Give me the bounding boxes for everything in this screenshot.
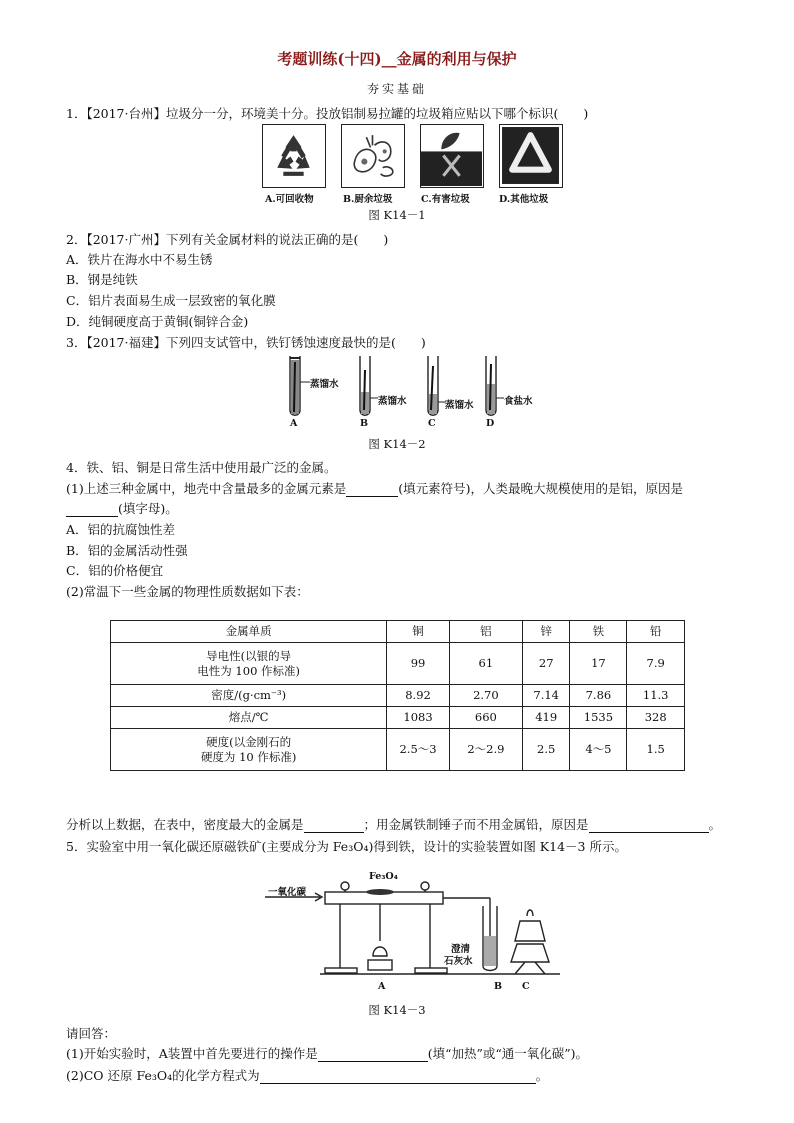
table-row xyxy=(111,707,685,729)
q5-p2-text-b: 。 xyxy=(535,1068,549,1083)
option-1c: C.有害垃圾 xyxy=(421,194,470,205)
q4-p1-text-c: (填字母)。 xyxy=(118,501,178,516)
answer-blank-reason[interactable] xyxy=(66,504,118,517)
question-5-ask: 请回答： xyxy=(66,1026,117,1041)
option-2b: B．钢是纯铁 xyxy=(66,272,138,287)
question-5-text: 5．实验室中用一氧化碳还原磁铁矿(主要成分为 Fe₃O₄)得到铁，设计的实验装置如图 K14－3 所示。 xyxy=(66,839,627,854)
figure-caption-k14-1: 图 K14－1 xyxy=(368,208,426,222)
table-cell: 1535 xyxy=(570,707,627,729)
tube-c-label: 蒸馏水 xyxy=(445,400,474,411)
tube-d-letter: D xyxy=(486,418,495,429)
question-2-text: 2．【2017·广州】下列有关金属材料的说法正确的是( ) xyxy=(66,232,389,247)
table-header-cell: 铜 xyxy=(387,621,449,643)
table-cell: 7.86 xyxy=(570,685,627,707)
hazardous-waste-icon xyxy=(420,124,484,188)
table-cell: 1083 xyxy=(387,707,449,729)
question-4-part-2: (2)常温下一些金属的物理性质数据如下表： xyxy=(66,584,309,599)
q5-p1-text-a: (1)开始实验时，A装置中首先要进行的操作是 xyxy=(66,1046,318,1061)
recycle-icon xyxy=(262,124,326,188)
table-cell: 1.5 xyxy=(627,729,685,771)
page-title: 考题训练(十四)__金属的利用与保护 xyxy=(277,50,517,68)
figure-caption-k14-3: 图 K14－3 xyxy=(368,1003,426,1017)
answer-blank-equation[interactable] xyxy=(260,1071,536,1084)
tube-b-label: 蒸馏水 xyxy=(378,396,407,407)
q5-p2-text-a: (2)CO 还原 Fe₃O₄的化学方程式为 xyxy=(66,1068,260,1083)
limewater-label-1: 澄清 xyxy=(451,944,471,955)
table-cell: 11.3 xyxy=(627,685,685,707)
table-cell: 2.70 xyxy=(449,685,522,707)
question-3-text: 3．【2017·福建】下列四支试管中，铁钉锈蚀速度最快的是( ) xyxy=(66,335,426,350)
table-header-cell: 金属单质 xyxy=(111,621,387,643)
table-cell: 7.9 xyxy=(627,643,685,685)
table-cell: 8.92 xyxy=(387,685,449,707)
option-2c: C．铝片表面易生成一层致密的氧化膜 xyxy=(66,293,276,308)
table-header-cell: 铝 xyxy=(449,621,522,643)
table-row xyxy=(111,643,685,685)
option-4a: A．铝的抗腐蚀性差 xyxy=(66,522,176,537)
tube-a-label: 蒸馏水 xyxy=(310,379,339,390)
apparatus-b-label: B xyxy=(494,981,503,992)
table-cell: 17 xyxy=(570,643,627,685)
question-5-part-1 xyxy=(66,1044,588,1062)
table-header-row xyxy=(111,621,685,643)
option-1d: D.其他垃圾 xyxy=(499,194,549,205)
table-cell: 4～5 xyxy=(570,729,627,771)
answer-blank-first-step[interactable] xyxy=(318,1049,428,1062)
q4-p1-text-a: (1)上述三种金属中，地壳中含量最多的金属元素是 xyxy=(66,481,347,496)
section-heading: 夯实基础 xyxy=(366,82,427,96)
table-cell: 27 xyxy=(522,643,569,685)
apparatus-figure xyxy=(265,866,565,986)
analysis-text-b: ；用金属铁制锤子而不用金属铅，原因是 xyxy=(363,817,589,832)
table-cell: 2.5～3 xyxy=(387,729,449,771)
table-cell: 7.14 xyxy=(522,685,569,707)
q5-p1-text-b: (填“加热”或“通一氧化碳”)。 xyxy=(427,1046,589,1061)
table-header-cell: 锌 xyxy=(522,621,569,643)
analysis-text-a: 分析以上数据，在表中，密度最大的金属是 xyxy=(66,817,304,832)
table-cell: 328 xyxy=(627,707,685,729)
fe3o4-label: Fe₃O₄ xyxy=(369,871,398,882)
answer-blank-hammer-reason[interactable] xyxy=(589,820,709,833)
answer-blank-element[interactable] xyxy=(346,484,398,497)
question-4-part-1-cont xyxy=(66,499,178,517)
table-row-label: 密度/(g·cm⁻³) xyxy=(111,685,387,707)
limewater-label-2: 石灰水 xyxy=(444,956,473,967)
q4-p1-text-b: (填元素符号)，人类最晚大规模使用的是铝，原因是 xyxy=(398,481,683,496)
tube-d-label: 食盐水 xyxy=(504,396,533,407)
option-4b: B．铝的金属活动性强 xyxy=(66,543,188,558)
question-4-intro: 4．铁、铝、铜是日常生活中使用最广泛的金属。 xyxy=(66,460,337,475)
table-cell: 99 xyxy=(387,643,449,685)
apparatus-c-label: C xyxy=(522,981,530,992)
table-row xyxy=(111,685,685,707)
kitchen-waste-icon xyxy=(341,124,405,188)
table-row-label: 导电性(以银的导 电性为 100 作标准) xyxy=(111,643,387,685)
table-row-label: 熔点/℃ xyxy=(111,707,387,729)
table-header-cell: 铅 xyxy=(627,621,685,643)
table-header-cell: 铁 xyxy=(570,621,627,643)
figure-caption-k14-2: 图 K14－2 xyxy=(368,437,426,451)
co-label: 一氧化碳 xyxy=(268,887,307,898)
tube-a-letter: A xyxy=(290,418,298,429)
question-5-part-2 xyxy=(66,1066,548,1084)
option-2a: A．铁片在海水中不易生锈 xyxy=(66,252,213,267)
apparatus-a-label: A xyxy=(378,981,386,992)
tube-b-letter: B xyxy=(360,418,369,429)
option-2d: D．纯铜硬度高于黄铜(铜锌合金) xyxy=(66,314,249,329)
answer-blank-densest[interactable] xyxy=(304,820,364,833)
other-waste-icon xyxy=(499,124,563,188)
table-cell: 61 xyxy=(449,643,522,685)
option-4c: C．铝的价格便宜 xyxy=(66,563,164,578)
table-cell: 2～2.9 xyxy=(449,729,522,771)
test-tubes-figure xyxy=(280,354,540,429)
question-1-text: 1．【2017·台州】垃圾分一分，环境美十分。投放铝制易拉罐的垃圾箱应贴以下哪个标识( ) xyxy=(66,106,589,121)
table-row xyxy=(111,729,685,771)
table-cell: 660 xyxy=(449,707,522,729)
question-4-analysis xyxy=(66,815,721,833)
analysis-text-c: 。 xyxy=(708,817,722,832)
metal-properties-table xyxy=(110,620,685,771)
table-cell: 2.5 xyxy=(522,729,569,771)
question-4-part-1 xyxy=(66,479,683,497)
table-row-label: 硬度(以金刚石的 硬度为 10 作标准) xyxy=(111,729,387,771)
tube-c-letter: C xyxy=(428,418,436,429)
option-1a: A.可回收物 xyxy=(265,194,314,205)
table-cell: 419 xyxy=(522,707,569,729)
option-1b: B.厨余垃圾 xyxy=(343,194,393,205)
